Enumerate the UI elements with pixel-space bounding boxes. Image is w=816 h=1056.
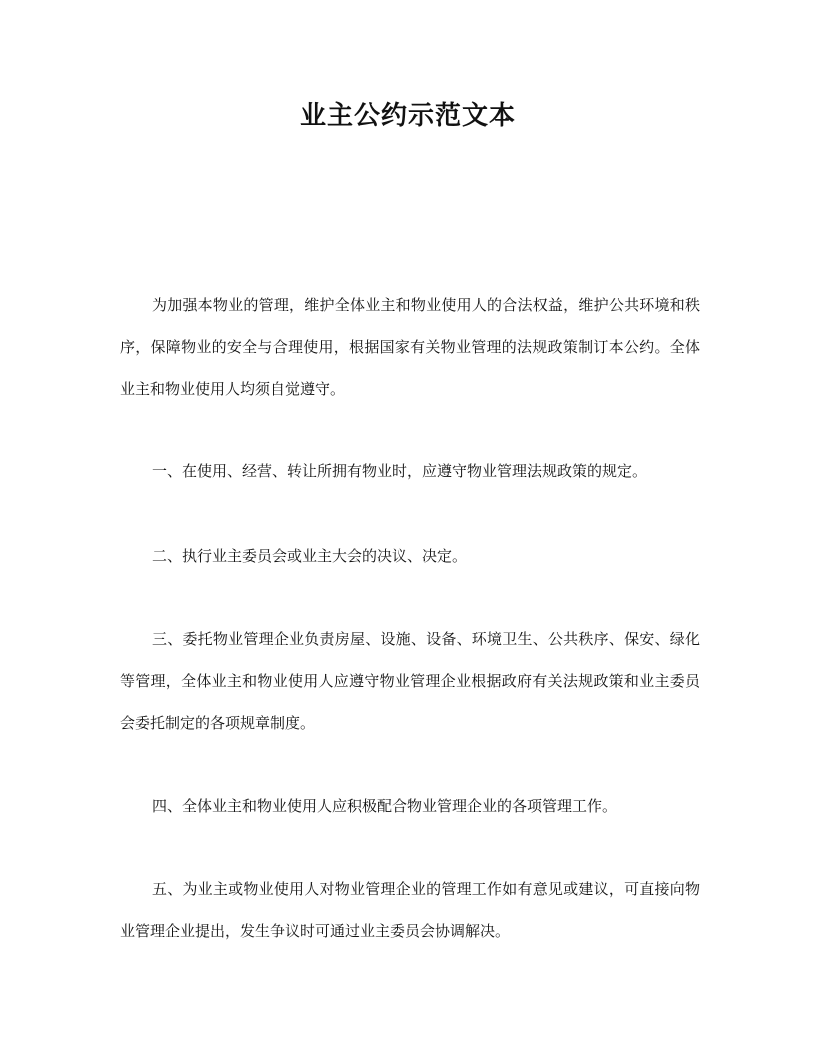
clause-4: 四、全体业主和物业使用人应积极配合物业管理企业的各项管理工作。 bbox=[152, 797, 618, 815]
document-title: 业主公约示范文本 bbox=[299, 101, 516, 131]
clause-1: 一、在使用、经营、转让所拥有物业时，应遵守物业管理法规政策的规定。 bbox=[152, 462, 648, 480]
clause-2: 二、执行业主委员会或业主大会的决议、决定。 bbox=[152, 547, 468, 565]
clause-5: 五、为业主或物业使用人对物业管理企业的管理工作如有意见或建议，可直接向物业管理企业提出，发生争议时可通过业主委员会协调解决。 bbox=[120, 880, 700, 940]
clause-3: 三、委托物业管理企业负责房屋、设施、设备、环境卫生、公共秩序、保安、绿化等管理，全体业主和物业使用人应遵守物业管理企业根据政府有关法规政策和业主委员会委托制定的各项规章制度。 bbox=[120, 630, 700, 732]
intro-paragraph: 为加强本物业的管理，维护全体业主和物业使用人的合法权益，维护公共环境和秩序，保障物业的安全与合理使用，根据国家有关物业管理的法规政策制订本公约。全体业主和物业使用人均须自觉遵守。 bbox=[120, 296, 700, 398]
